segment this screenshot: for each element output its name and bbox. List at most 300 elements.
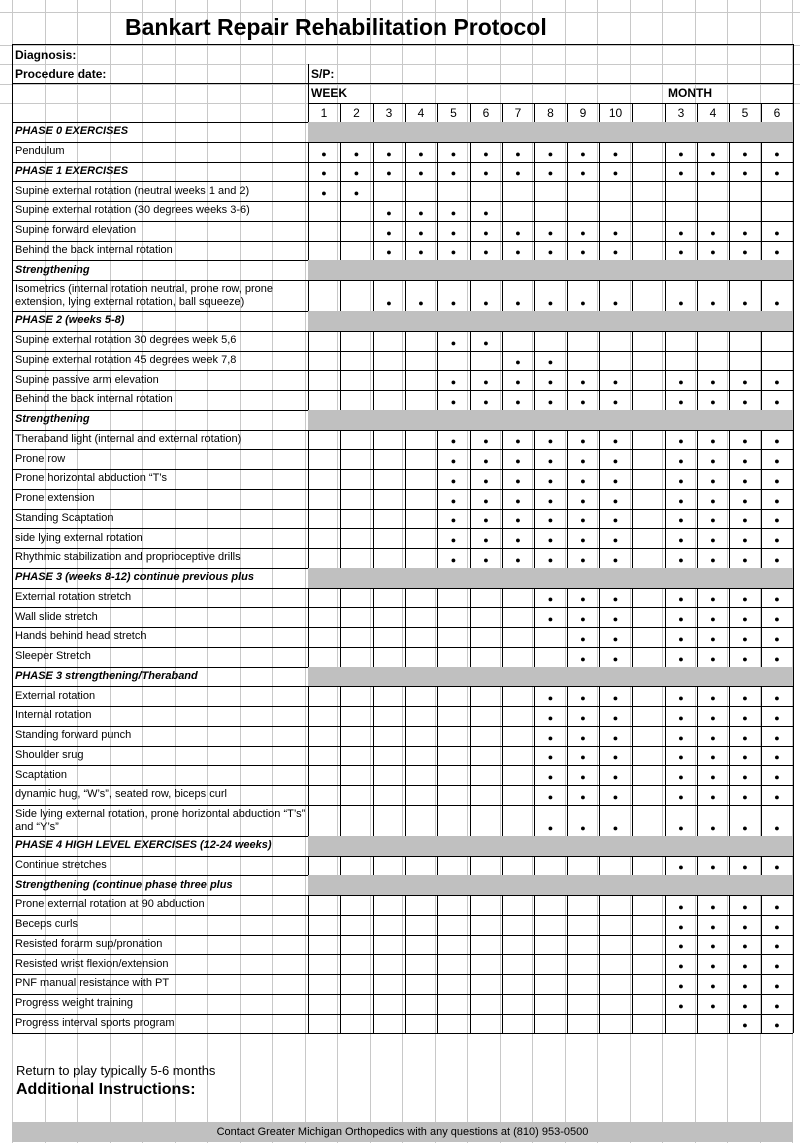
exercise-label: Beceps curls xyxy=(15,918,78,931)
schedule-dot: ● xyxy=(450,207,457,218)
schedule-dot: ● xyxy=(353,168,360,179)
schedule-dot: ● xyxy=(580,456,586,466)
schedule-dot: ● xyxy=(450,247,457,258)
schedule-dot: ● xyxy=(774,901,780,912)
schedule-dot: ● xyxy=(547,396,554,407)
schedule-dot: ● xyxy=(710,377,716,387)
phase-heading: PHASE 3 (weeks 8-12) continue previous plus xyxy=(15,571,255,584)
schedule-dot: ● xyxy=(612,475,619,486)
schedule-dot: ● xyxy=(774,436,780,447)
schedule-dot: ● xyxy=(580,247,586,258)
schedule-dot: ● xyxy=(774,961,780,971)
schedule-dot: ● xyxy=(742,247,748,258)
column-number: 5 xyxy=(741,105,749,120)
schedule-dot: ● xyxy=(515,495,521,506)
exercise-label: Behind the back internal rotation xyxy=(15,243,173,256)
schedule-dot: ● xyxy=(515,168,521,179)
schedule-dot: ● xyxy=(774,168,780,179)
schedule-dot: ● xyxy=(710,862,716,873)
schedule-dot: ● xyxy=(483,515,489,526)
schedule-dot: ● xyxy=(710,633,716,644)
schedule-dot: ● xyxy=(742,495,748,506)
exercise-label: Supine external rotation 30 degrees week 5,6 xyxy=(15,334,237,347)
schedule-dot: ● xyxy=(678,941,684,952)
schedule-dot: ● xyxy=(710,554,716,565)
exercise-label: Supine passive arm elevation xyxy=(15,373,159,386)
phase-shading xyxy=(308,836,793,856)
schedule-dot: ● xyxy=(580,227,586,238)
schedule-dot: ● xyxy=(742,772,748,782)
schedule-dot: ● xyxy=(321,168,327,179)
schedule-dot: ● xyxy=(580,377,586,387)
exercise-label: side lying external rotation xyxy=(15,531,143,544)
schedule-dot: ● xyxy=(515,535,521,545)
phase-heading: PHASE 0 EXERCISES xyxy=(15,125,129,138)
schedule-dot: ● xyxy=(547,772,554,782)
schedule-dot: ● xyxy=(483,227,489,238)
exercise-label: Prone row xyxy=(15,452,66,465)
schedule-dot: ● xyxy=(580,495,586,506)
phase-heading: PHASE 2 (weeks 5-8) xyxy=(15,314,125,327)
schedule-dot: ● xyxy=(742,653,748,664)
schedule-dot: ● xyxy=(612,535,619,545)
schedule-dot: ● xyxy=(547,148,554,159)
schedule-dot: ● xyxy=(580,554,586,565)
schedule-dot: ● xyxy=(450,377,457,387)
schedule-dot: ● xyxy=(742,980,748,991)
schedule-dot: ● xyxy=(710,941,716,952)
schedule-dot: ● xyxy=(710,535,716,545)
schedule-dot: ● xyxy=(450,337,457,348)
schedule-dot: ● xyxy=(547,377,554,387)
schedule-dot: ● xyxy=(547,247,554,258)
column-number: 2 xyxy=(353,105,360,120)
schedule-dot: ● xyxy=(742,921,748,932)
schedule-dot: ● xyxy=(612,752,619,763)
schedule-dot: ● xyxy=(678,712,684,723)
schedule-dot: ● xyxy=(774,752,780,763)
schedule-dot: ● xyxy=(774,693,780,703)
schedule-dot: ● xyxy=(710,594,716,605)
column-number: 3 xyxy=(385,105,393,120)
exercise-label: Resisted wrist flexion/extension xyxy=(15,957,169,970)
schedule-dot: ● xyxy=(710,791,716,802)
schedule-dot: ● xyxy=(678,862,684,873)
schedule-dot: ● xyxy=(450,475,457,486)
schedule-dot: ● xyxy=(710,396,716,407)
schedule-dot: ● xyxy=(678,732,684,743)
schedule-dot: ● xyxy=(321,188,327,198)
schedule-dot: ● xyxy=(483,475,489,486)
phase-shading xyxy=(308,311,793,331)
schedule-dot: ● xyxy=(386,298,392,308)
schedule-dot: ● xyxy=(547,298,554,308)
exercise-label: Rhythmic stabilization and proprioceptive drills xyxy=(15,551,241,564)
schedule-dot: ● xyxy=(483,535,489,545)
schedule-dot: ● xyxy=(353,148,360,159)
schedule-dot: ● xyxy=(515,436,521,447)
exercise-label: Prone external rotation at 90 abduction xyxy=(15,898,205,911)
schedule-dot: ● xyxy=(742,961,748,971)
schedule-dot: ● xyxy=(580,633,586,644)
schedule-dot: ● xyxy=(612,653,619,664)
gridline xyxy=(0,45,800,46)
schedule-dot: ● xyxy=(515,554,521,565)
schedule-dot: ● xyxy=(547,791,554,802)
phase-shading xyxy=(308,667,793,687)
page-title: Bankart Repair Rehabilitation Protocol xyxy=(125,14,547,40)
schedule-dot: ● xyxy=(774,791,780,802)
schedule-dot: ● xyxy=(774,1000,780,1011)
schedule-dot: ● xyxy=(483,495,489,506)
column-number: 4 xyxy=(709,105,717,120)
exercise-label: Hands behind head stretch xyxy=(15,630,147,643)
schedule-dot: ● xyxy=(678,396,684,407)
schedule-dot: ● xyxy=(483,207,489,218)
schedule-dot: ● xyxy=(742,791,748,802)
schedule-dot: ● xyxy=(710,752,716,763)
schedule-dot: ● xyxy=(742,594,748,605)
schedule-dot: ● xyxy=(483,554,489,565)
schedule-dot: ● xyxy=(547,227,554,238)
schedule-dot: ● xyxy=(710,772,716,782)
schedule-dot: ● xyxy=(678,921,684,932)
schedule-dot: ● xyxy=(774,1020,780,1031)
phase-heading: Strengthening (continue phase three plus xyxy=(15,878,233,891)
phase-shading xyxy=(308,410,793,430)
schedule-dot: ● xyxy=(678,554,684,565)
exercise-label: Prone horizontal abduction “T’s xyxy=(15,472,168,485)
schedule-dot: ● xyxy=(678,168,684,179)
schedule-dot: ● xyxy=(580,614,586,624)
schedule-dot: ● xyxy=(742,732,748,743)
month-label: MONTH xyxy=(668,86,712,100)
schedule-dot: ● xyxy=(774,772,780,782)
schedule-dot: ● xyxy=(742,298,748,308)
schedule-dot: ● xyxy=(386,207,392,218)
schedule-dot: ● xyxy=(774,862,780,873)
schedule-dot: ● xyxy=(710,168,716,179)
phase-shading xyxy=(308,875,793,895)
schedule-dot: ● xyxy=(580,822,586,833)
schedule-dot: ● xyxy=(742,227,748,238)
schedule-dot: ● xyxy=(580,772,586,782)
schedule-dot: ● xyxy=(450,298,457,308)
schedule-dot: ● xyxy=(742,614,748,624)
schedule-dot: ● xyxy=(678,772,684,782)
exercise-label: Internal rotation xyxy=(15,709,92,722)
additional-instructions-label: Additional Instructions: xyxy=(16,1081,196,1098)
schedule-dot: ● xyxy=(418,168,424,179)
schedule-dot: ● xyxy=(418,148,424,159)
schedule-dot: ● xyxy=(710,901,716,912)
schedule-dot: ● xyxy=(612,456,619,466)
schedule-dot: ● xyxy=(450,495,457,506)
schedule-dot: ● xyxy=(612,772,619,782)
schedule-dot: ● xyxy=(580,475,586,486)
row-border xyxy=(12,1033,793,1034)
schedule-dot: ● xyxy=(547,515,554,526)
exercise-label: Side lying external rotation, prone horizontal abduction “T’s” and “Y’s” xyxy=(15,807,306,833)
schedule-dot: ● xyxy=(710,227,716,238)
schedule-dot: ● xyxy=(678,961,684,971)
schedule-dot: ● xyxy=(774,515,780,526)
schedule-dot: ● xyxy=(678,752,684,763)
schedule-dot: ● xyxy=(450,515,457,526)
schedule-dot: ● xyxy=(742,554,748,565)
column-number: 3 xyxy=(677,105,685,120)
schedule-dot: ● xyxy=(678,1000,684,1011)
schedule-dot: ● xyxy=(742,752,748,763)
schedule-dot: ● xyxy=(547,495,554,506)
schedule-dot: ● xyxy=(515,377,521,387)
schedule-dot: ● xyxy=(710,475,716,486)
exercise-label: External rotation xyxy=(15,689,96,702)
schedule-dot: ● xyxy=(547,168,554,179)
schedule-dot: ● xyxy=(774,227,780,238)
column-number: 9 xyxy=(579,105,587,120)
schedule-dot: ● xyxy=(612,436,619,447)
schedule-dot: ● xyxy=(742,475,748,486)
exercise-label: Wall slide stretch xyxy=(15,610,98,623)
phase-shading xyxy=(308,568,793,588)
schedule-dot: ● xyxy=(612,298,619,308)
schedule-dot: ● xyxy=(710,247,716,258)
schedule-dot: ● xyxy=(678,227,684,238)
schedule-dot: ● xyxy=(774,377,780,387)
schedule-dot: ● xyxy=(742,148,748,159)
schedule-dot: ● xyxy=(774,495,780,506)
schedule-dot: ● xyxy=(678,791,684,802)
schedule-dot: ● xyxy=(742,535,748,545)
schedule-dot: ● xyxy=(710,614,716,624)
exercise-label: Supine external rotation (30 degrees weeks 3-6) xyxy=(15,204,250,217)
schedule-dot: ● xyxy=(742,377,748,387)
schedule-dot: ● xyxy=(742,822,748,833)
schedule-dot: ● xyxy=(515,456,521,466)
phase-heading: PHASE 1 EXERCISES xyxy=(15,164,129,177)
schedule-dot: ● xyxy=(678,901,684,912)
schedule-dot: ● xyxy=(580,148,586,159)
sp-label: S/P: xyxy=(311,66,335,81)
schedule-dot: ● xyxy=(580,732,586,743)
schedule-dot: ● xyxy=(580,396,586,407)
schedule-dot: ● xyxy=(386,148,392,159)
border xyxy=(793,44,794,1033)
column-number: 8 xyxy=(547,105,554,120)
schedule-dot: ● xyxy=(450,168,457,179)
schedule-dot: ● xyxy=(450,535,457,545)
schedule-dot: ● xyxy=(742,168,748,179)
schedule-dot: ● xyxy=(742,456,748,466)
schedule-dot: ● xyxy=(580,298,586,308)
column-number xyxy=(632,103,665,122)
schedule-dot: ● xyxy=(515,298,521,308)
schedule-dot: ● xyxy=(678,980,684,991)
schedule-dot: ● xyxy=(547,752,554,763)
schedule-dot: ● xyxy=(483,148,489,159)
schedule-dot: ● xyxy=(774,633,780,644)
schedule-dot: ● xyxy=(678,653,684,664)
schedule-dot: ● xyxy=(580,752,586,763)
schedule-dot: ● xyxy=(678,456,684,466)
schedule-dot: ● xyxy=(418,247,424,258)
schedule-dot: ● xyxy=(515,357,521,368)
schedule-dot: ● xyxy=(547,614,554,624)
footer-contact: Contact Greater Michigan Orthopedics with any questions at (810) 953-0500 xyxy=(12,1122,793,1142)
phase-heading: PHASE 4 HIGH LEVEL EXERCISES (12-24 weeks) xyxy=(15,839,272,852)
schedule-dot: ● xyxy=(612,712,619,723)
week-label: WEEK xyxy=(311,86,347,100)
schedule-dot: ● xyxy=(612,594,619,605)
schedule-dot: ● xyxy=(678,148,684,159)
schedule-dot: ● xyxy=(450,456,457,466)
schedule-dot: ● xyxy=(483,396,489,407)
schedule-dot: ● xyxy=(710,980,716,991)
phase-heading: Strengthening xyxy=(15,263,90,276)
schedule-dot: ● xyxy=(483,247,489,258)
column-number: 5 xyxy=(450,105,457,120)
schedule-dot: ● xyxy=(710,822,716,833)
schedule-dot: ● xyxy=(710,515,716,526)
schedule-dot: ● xyxy=(612,396,619,407)
schedule-dot: ● xyxy=(515,515,521,526)
schedule-dot: ● xyxy=(774,980,780,991)
schedule-dot: ● xyxy=(612,693,619,703)
schedule-dot: ● xyxy=(678,594,684,605)
schedule-dot: ● xyxy=(547,357,554,368)
schedule-dot: ● xyxy=(580,535,586,545)
phase-shading xyxy=(308,122,793,142)
schedule-dot: ● xyxy=(612,495,619,506)
column-number: 10 xyxy=(608,105,623,120)
schedule-dot: ● xyxy=(742,712,748,723)
border xyxy=(12,44,793,45)
schedule-dot: ● xyxy=(742,633,748,644)
schedule-dot: ● xyxy=(742,862,748,873)
exercise-label: Resisted forarm sup/pronation xyxy=(15,937,163,950)
schedule-dot: ● xyxy=(547,456,554,466)
schedule-dot: ● xyxy=(612,377,619,387)
schedule-dot: ● xyxy=(483,456,489,466)
schedule-dot: ● xyxy=(678,614,684,624)
exercise-label: PNF manual resistance with PT xyxy=(15,977,170,990)
column-number: 1 xyxy=(320,105,328,120)
schedule-dot: ● xyxy=(580,515,586,526)
exercise-label: Behind the back internal rotation xyxy=(15,393,173,406)
schedule-dot: ● xyxy=(678,693,684,703)
schedule-dot: ● xyxy=(612,515,619,526)
phase-heading: PHASE 3 strengthening/Theraband xyxy=(15,669,198,682)
schedule-dot: ● xyxy=(515,247,521,258)
schedule-dot: ● xyxy=(547,732,554,743)
schedule-dot: ● xyxy=(774,921,780,932)
schedule-dot: ● xyxy=(386,247,392,258)
schedule-dot: ● xyxy=(450,148,457,159)
schedule-dot: ● xyxy=(547,822,554,833)
schedule-dot: ● xyxy=(774,653,780,664)
schedule-dot: ● xyxy=(710,298,716,308)
phase-heading: Strengthening xyxy=(15,413,90,426)
schedule-dot: ● xyxy=(580,693,586,703)
exercise-label: Pendulum xyxy=(15,145,65,158)
schedule-dot: ● xyxy=(450,554,457,565)
schedule-dot: ● xyxy=(418,207,424,218)
schedule-dot: ● xyxy=(710,693,716,703)
schedule-dot: ● xyxy=(678,495,684,506)
schedule-dot: ● xyxy=(612,822,619,833)
schedule-dot: ● xyxy=(710,495,716,506)
schedule-dot: ● xyxy=(710,148,716,159)
schedule-dot: ● xyxy=(710,732,716,743)
schedule-dot: ● xyxy=(774,535,780,545)
schedule-dot: ● xyxy=(774,732,780,743)
schedule-dot: ● xyxy=(774,475,780,486)
schedule-dot: ● xyxy=(580,653,586,664)
schedule-dot: ● xyxy=(774,148,780,159)
exercise-label: Progress interval sports program xyxy=(15,1016,175,1029)
gridline xyxy=(0,12,800,13)
schedule-dot: ● xyxy=(678,298,684,308)
schedule-dot: ● xyxy=(580,791,586,802)
schedule-dot: ● xyxy=(580,712,586,723)
exercise-label: Supine forward elevation xyxy=(15,224,137,237)
schedule-dot: ● xyxy=(612,247,619,258)
schedule-dot: ● xyxy=(515,148,521,159)
schedule-dot: ● xyxy=(742,436,748,447)
schedule-dot: ● xyxy=(774,712,780,723)
procedure-date-label: Procedure date: xyxy=(15,66,107,81)
schedule-dot: ● xyxy=(483,298,489,308)
schedule-dot: ● xyxy=(580,168,586,179)
schedule-dot: ● xyxy=(386,168,392,179)
exercise-label: Isometrics (internal rotation neutral, prone row, prone extension, lying external rotation, ball squeeze) xyxy=(15,283,274,308)
schedule-dot: ● xyxy=(678,633,684,644)
schedule-dot: ● xyxy=(710,436,716,447)
schedule-dot: ● xyxy=(774,396,780,407)
schedule-dot: ● xyxy=(612,554,619,565)
exercise-label: Supine external rotation (neutral weeks 1 and 2) xyxy=(15,184,250,197)
exercise-label: Progress weight training xyxy=(15,997,134,1010)
schedule-dot: ● xyxy=(450,396,457,407)
schedule-dot: ● xyxy=(321,148,327,159)
schedule-dot: ● xyxy=(547,554,554,565)
schedule-dot: ● xyxy=(678,822,684,833)
schedule-dot: ● xyxy=(612,633,619,644)
schedule-dot: ● xyxy=(547,693,554,703)
schedule-dot: ● xyxy=(450,436,457,447)
schedule-dot: ● xyxy=(774,614,780,624)
schedule-dot: ● xyxy=(678,535,684,545)
exercise-label: External rotation stretch xyxy=(15,590,132,603)
schedule-dot: ● xyxy=(774,822,780,833)
exercise-label: Continue stretches xyxy=(15,858,107,871)
column-number: 4 xyxy=(417,105,425,120)
schedule-dot: ● xyxy=(547,535,554,545)
schedule-dot: ● xyxy=(742,515,748,526)
schedule-dot: ● xyxy=(774,594,780,605)
schedule-dot: ● xyxy=(515,396,521,407)
exercise-label: Standing Scaptation xyxy=(15,511,114,524)
schedule-dot: ● xyxy=(612,791,619,802)
schedule-dot: ● xyxy=(450,227,457,238)
schedule-dot: ● xyxy=(742,396,748,407)
exercise-label: Prone extension xyxy=(15,492,95,505)
phase-shading xyxy=(308,260,793,280)
schedule-dot: ● xyxy=(386,227,392,238)
schedule-dot: ● xyxy=(612,148,619,159)
schedule-dot: ● xyxy=(742,693,748,703)
